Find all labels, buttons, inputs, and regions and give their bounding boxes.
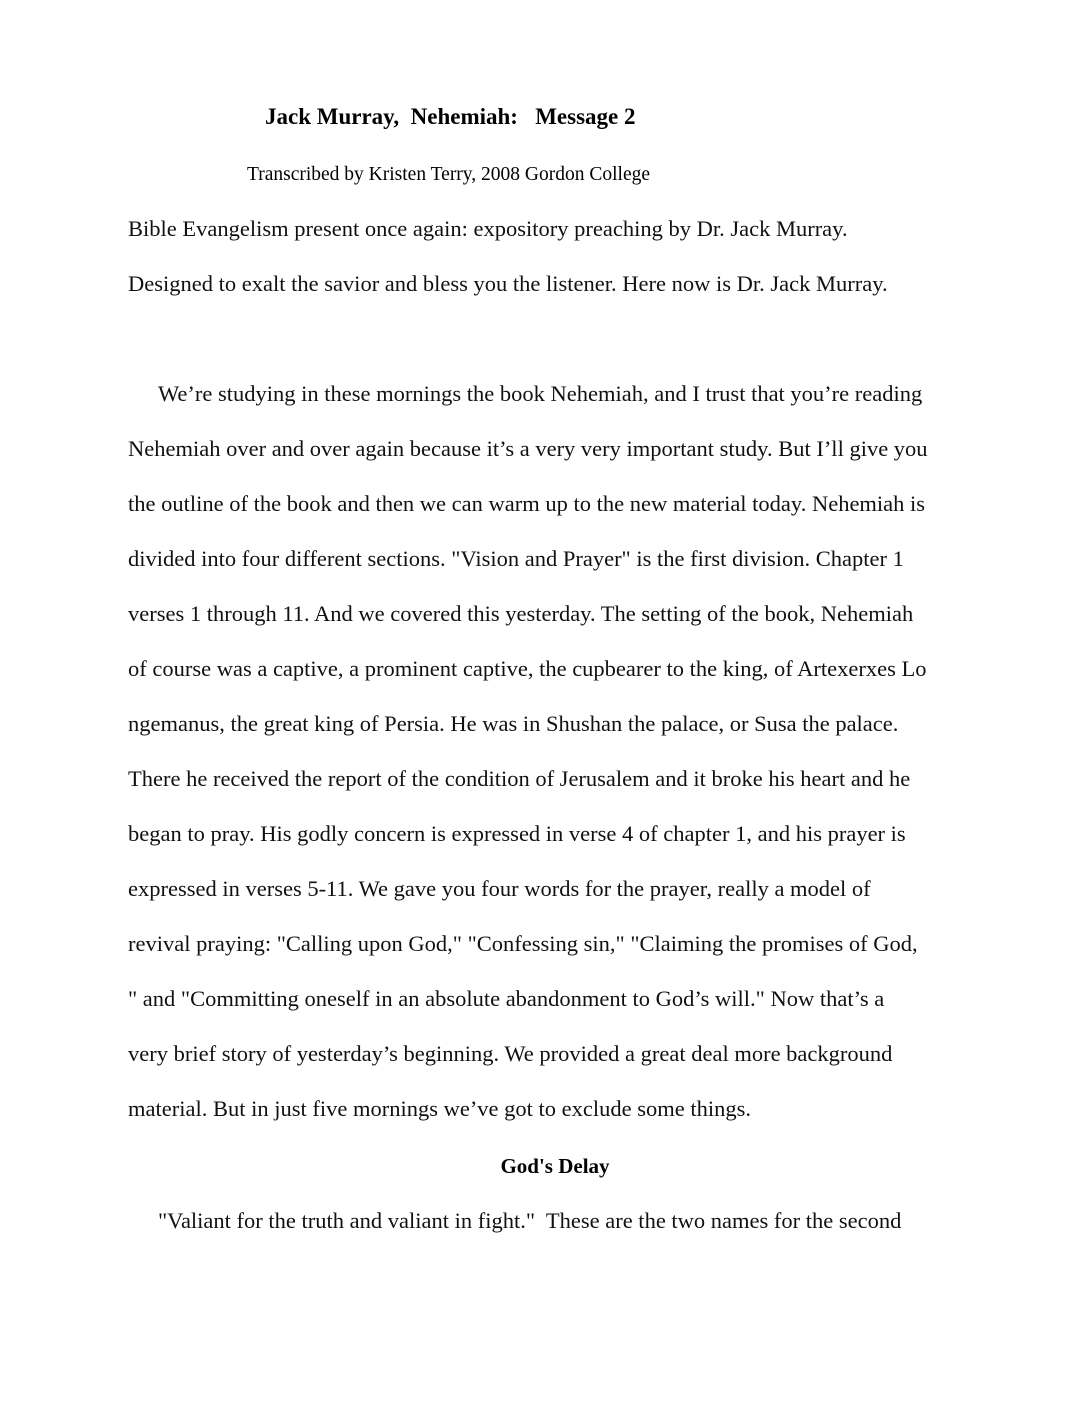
section-heading: God's Delay xyxy=(500,1154,610,1178)
body-line: Nehemiah over and over again because it’s a very very important study. But I’ll give you xyxy=(128,436,928,461)
body-line: divided into four different sections. "Vision and Prayer" is the first division. Chapter 1 xyxy=(128,546,904,571)
body-line: material. But in just five mornings we’ve got to exclude some things. xyxy=(128,1096,752,1121)
body-line: verses 1 through 11. And we covered this yesterday. The setting of the book, Nehemiah xyxy=(128,601,914,626)
body-line: ngemanus, the great king of Persia. He was in Shushan the palace, or Susa the palace. xyxy=(128,711,899,736)
body-line: began to pray. His godly concern is expressed in verse 4 of chapter 1, and his prayer is xyxy=(128,821,906,846)
intro-line: Bible Evangelism present once again: expository preaching by Dr. Jack Murray. xyxy=(128,216,848,241)
section-line: "Valiant for the truth and valiant in fight." These are the two names for the second xyxy=(158,1208,902,1233)
document-subtitle: Transcribed by Kristen Terry, 2008 Gordon College xyxy=(247,164,651,185)
body-line: We’re studying in these mornings the book Nehemiah, and I trust that you’re reading xyxy=(158,381,923,406)
body-line: expressed in verses 5-11. We gave you four words for the prayer, really a model of xyxy=(128,876,871,901)
body-line: " and "Committing oneself in an absolute abandonment to God’s will." Now that’s a xyxy=(128,986,885,1011)
body-line: very brief story of yesterday’s beginning. We provided a great deal more background xyxy=(128,1041,893,1066)
intro-line: Designed to exalt the savior and bless you the listener. Here now is Dr. Jack Murray. xyxy=(128,271,888,296)
body-line: revival praying: "Calling upon God," "Confessing sin," "Claiming the promises of God, xyxy=(128,931,918,956)
body-line: of course was a captive, a prominent captive, the cupbearer to the king, of Artexerxes Lo xyxy=(128,656,927,681)
document-title: Jack Murray, Nehemiah: Message 2 xyxy=(265,104,636,129)
body-line: the outline of the book and then we can warm up to the new material today. Nehemiah is xyxy=(128,491,926,516)
body-line: There he received the report of the condition of Jerusalem and it broke his heart and he xyxy=(128,766,911,791)
